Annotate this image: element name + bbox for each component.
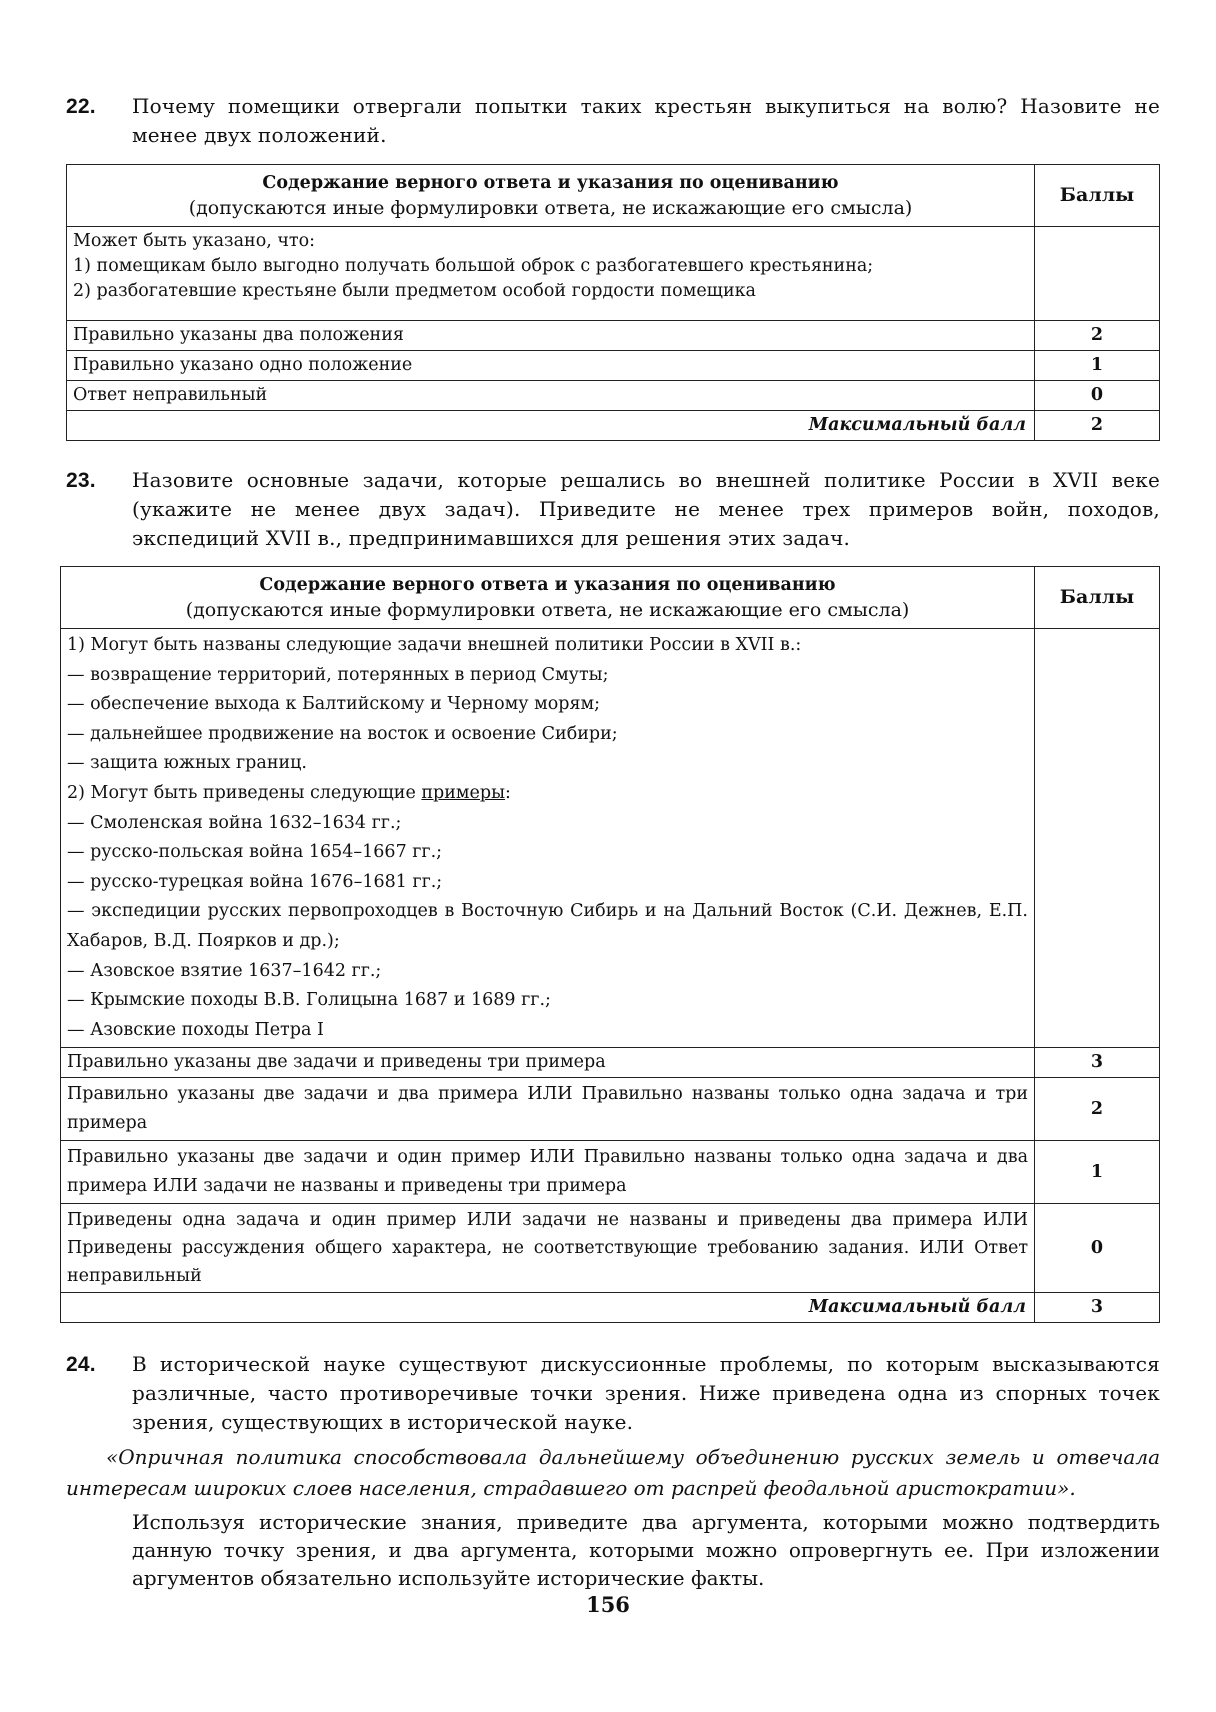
criterion-row: Правильно указаны два положения (67, 321, 1035, 351)
criterion-score: 2 (1035, 1078, 1160, 1141)
question-number: 24. (66, 1353, 96, 1376)
table-header-content: Содержание верного ответа и указания по оцениванию (допускаются иные формулировки ответа, не искажающие его смысла) (61, 567, 1035, 629)
answer-content: Может быть указано, что: 1) помещикам было выгодно получать большой оброк с разбогатевшего крестьянина; 2) разбогатевшие крестьяне были предметом особой гордости помещика (67, 227, 1035, 321)
table-header-score: Баллы (1035, 567, 1160, 629)
question-text: Назовите основные задачи, которые решались во внешней политике России в XVII веке (укажите не менее двух задач). Приведите не менее трех примеров войн, походов, экспедиций XVII в., предпринимавшихся для решения этих задач. (132, 468, 1160, 550)
max-score-value: 3 (1035, 1293, 1160, 1323)
question-text: Почему помещики отвергали попытки таких крестьян выкупиться на волю? Назовите не менее двух положений. (132, 94, 1160, 147)
answer-content (61, 629, 1035, 1048)
question-task: Используя исторические знания, приведите два аргумента, которыми можно подтвердить данную точку зрения, и два аргумента, которыми можно опровергнуть ее. При изложении аргументов обязательно используйте исторические факты. (132, 1510, 1160, 1590)
examples-intro: 2) Могут быть приведены следующие примеры: (67, 782, 511, 803)
criterion-row: Правильно указаны две задачи и один пример ИЛИ Правильно названы только одна задача и два примера ИЛИ задачи не названы и приведены три примера (61, 1141, 1035, 1204)
criterion-row: Правильно указано одно положение (67, 351, 1035, 381)
max-score-label: Максимальный балл (67, 411, 1035, 441)
page-number: 156 (586, 1592, 630, 1617)
disputed-quote: «Опричная политика способствовала дальнейшему объединению русских земель и отвечала интересам широких слоев населения, страдавшего от распрей феодальной аристократии». (66, 1445, 1160, 1500)
table-header-content: Содержание верного ответа и указания по оцениванию (допускаются иные формулировки ответа, не искажающие его смысла) (67, 165, 1035, 227)
criterion-score: 0 (1035, 1204, 1160, 1293)
question-number: 22. (66, 95, 96, 118)
list-item: — Крымские походы В.В. Голицына 1687 и 1689 гг.; (67, 990, 551, 1011)
list-item: — русско-польская война 1654–1667 гг.; (67, 842, 443, 863)
question-22 (66, 92, 1160, 150)
grading-table-23 (60, 566, 1160, 1323)
question-number: 23. (66, 469, 96, 492)
criterion-score: 3 (1035, 1048, 1160, 1078)
list-item: — Азовское взятие 1637–1642 гг.; (67, 960, 382, 981)
question-text: В исторической науке существуют дискуссионные проблемы, по которым высказываются различные, часто противоречивые точки зрения. Ниже приведена одна из спорных точек зрения, существующих в исторической науке. (132, 1352, 1160, 1434)
list-item: — экспедиции русских первопроходцев в Восточную Сибирь и на Дальний Восток (С.И. Дежнев, Е.П. Хабаров, В.Д. Поярков и др.); (67, 901, 1028, 951)
criterion-score: 1 (1035, 1141, 1160, 1204)
criterion-score: 0 (1035, 381, 1160, 411)
criterion-score: 2 (1035, 321, 1160, 351)
list-item: — дальнейшее продвижение на восток и освоение Сибири; (67, 723, 618, 744)
criterion-score: 1 (1035, 351, 1160, 381)
criterion-row: Правильно указаны две задачи и два примера ИЛИ Правильно названы только одна задача и три примера (61, 1078, 1035, 1141)
question-23 (66, 466, 1160, 553)
list-item: — Азовские походы Петра I (67, 1019, 324, 1040)
criterion-row: Правильно указаны две задачи и приведены три примера (61, 1048, 1035, 1078)
max-score-label: Максимальный балл (61, 1293, 1035, 1323)
criterion-row: Приведены одна задача и один пример ИЛИ задачи не названы и приведены два примера ИЛИ Приведены рассуждения общего характера, не соответствующие требованию задания. ИЛИ Ответ неправильный (61, 1204, 1035, 1293)
list-item: — возвращение территорий, потерянных в период Смуты; (67, 664, 609, 685)
empty-score-cell (1035, 227, 1160, 321)
grading-table-22 (66, 164, 1160, 441)
empty-score-cell (1035, 629, 1160, 1048)
question-24 (66, 1350, 1160, 1437)
list-item: — защита южных границ. (67, 753, 307, 774)
max-score-value: 2 (1035, 411, 1160, 441)
list-item: — Смоленская война 1632–1634 гг.; (67, 812, 402, 833)
criterion-row: Ответ неправильный (67, 381, 1035, 411)
tasks-intro: 1) Могут быть названы следующие задачи внешней политики России в XVII в.: (67, 635, 802, 655)
list-item: — русско-турецкая война 1676–1681 гг.; (67, 871, 443, 892)
table-header-score: Баллы (1035, 165, 1160, 227)
list-item: — обеспечение выхода к Балтийскому и Черному морям; (67, 694, 600, 715)
